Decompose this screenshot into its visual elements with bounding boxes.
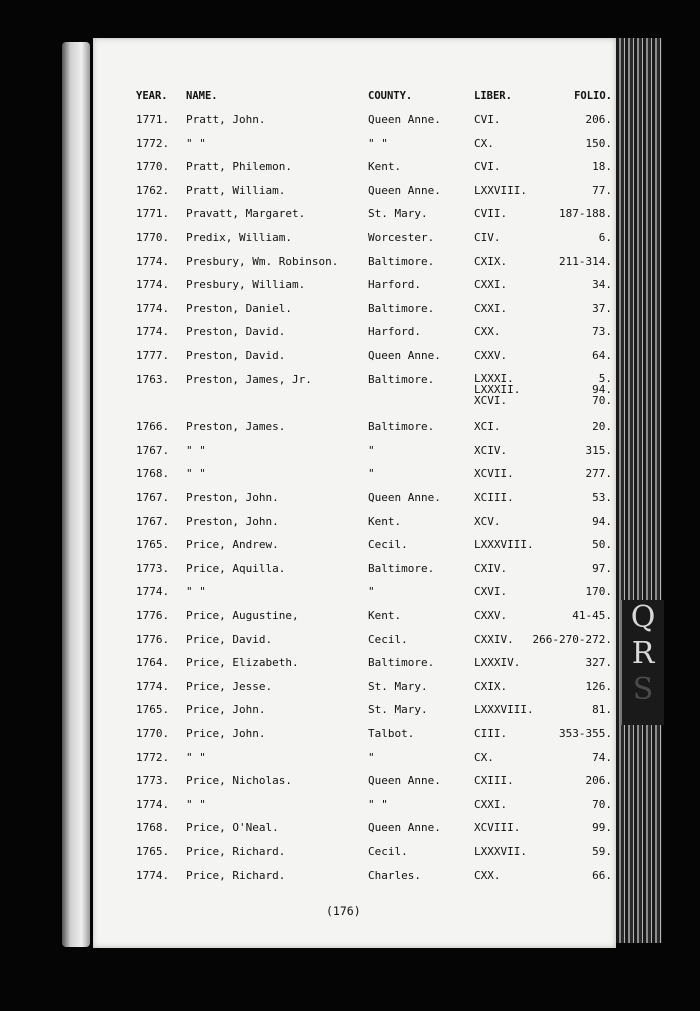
- header-liber: LIBER.: [474, 90, 512, 102]
- cell-liber: CXIX.: [474, 679, 508, 693]
- cell-liber: LXXXVIII.: [474, 538, 534, 552]
- cell-name: Price, John.: [186, 726, 266, 740]
- table-row: [136, 821, 612, 841]
- cell-year: 1774.: [136, 585, 170, 599]
- cell-name: Price, John.: [186, 703, 266, 717]
- table-row: [136, 609, 612, 629]
- cell-name: Price, Jesse.: [186, 679, 273, 693]
- cell-folio: 187-188.: [559, 207, 612, 221]
- cell-year: 1765.: [136, 538, 170, 552]
- cell-county: Queen Anne.: [368, 183, 441, 197]
- cell-folio: 170.: [585, 585, 612, 599]
- table-row: [136, 349, 612, 369]
- cell-name: Price, David.: [186, 632, 273, 646]
- cell-county: St. Mary.: [368, 703, 428, 717]
- table-row: [136, 727, 612, 747]
- cell-year: 1765.: [136, 703, 170, 717]
- table-row: [136, 371, 612, 407]
- cell-year: 1776.: [136, 608, 170, 622]
- cell-name: " ": [186, 750, 206, 764]
- cell-year: 1774.: [136, 679, 170, 693]
- table-row: [136, 562, 612, 582]
- cell-county: Baltimore.: [368, 372, 435, 386]
- cell-folio: 64.: [592, 349, 612, 362]
- table-row: [136, 703, 612, 723]
- cell-name: Price, Elizabeth.: [186, 656, 299, 670]
- cell-year: 1771.: [136, 113, 170, 126]
- cell-folio: 206.: [585, 774, 612, 788]
- book-binding: [616, 38, 662, 943]
- cell-year: 1771.: [136, 207, 170, 221]
- table-row: [136, 231, 612, 251]
- cell-county: Baltimore.: [368, 561, 435, 575]
- cell-county: St. Mary.: [368, 679, 428, 693]
- cell-liber: XCIV.: [474, 443, 508, 457]
- cell-year: 1774.: [136, 254, 170, 268]
- cell-county: St. Mary.: [368, 207, 428, 221]
- cell-county: Queen Anne.: [368, 821, 441, 835]
- cell-year: 1774.: [136, 278, 170, 292]
- cell-name: Preston, David.: [186, 325, 286, 339]
- cell-folio: 18.: [592, 160, 612, 174]
- cell-county: Queen Anne.: [368, 113, 441, 126]
- cell-county: Baltimore.: [368, 254, 435, 268]
- cell-liber: CXIII.: [474, 774, 514, 788]
- cell-county: ": [368, 585, 375, 599]
- cell-liber: XCV.: [474, 514, 501, 528]
- header-county: COUNTY.: [368, 90, 413, 102]
- cell-folio: 73.: [592, 325, 612, 339]
- cell-folio: 206.: [585, 113, 612, 126]
- cell-liber: CXIV.: [474, 561, 508, 575]
- cell-liber: XCI.: [474, 420, 501, 434]
- cell-liber: CIV.: [474, 231, 501, 244]
- table-row: [136, 798, 612, 818]
- cell-liber: LXXXI. LXXXII. XCVI.: [474, 371, 521, 407]
- cell-folio: 97.: [592, 561, 612, 575]
- cell-county: Cecil.: [368, 538, 408, 552]
- cell-name: Preston, David.: [186, 349, 286, 362]
- cell-liber: XCVII.: [474, 467, 514, 481]
- cell-name: Pratt, William.: [186, 183, 286, 197]
- table-row: [136, 538, 612, 558]
- cell-name: Pravatt, Margaret.: [186, 207, 306, 221]
- cell-county: ": [368, 443, 375, 457]
- cell-folio: 353-355.: [559, 726, 612, 740]
- cell-folio: 315.: [585, 443, 612, 457]
- cell-county: Cecil.: [368, 844, 408, 858]
- cell-folio: 70.: [592, 797, 612, 811]
- index-tab: [620, 600, 664, 725]
- tab-letter-s: S: [632, 672, 654, 707]
- table-row: [136, 869, 612, 889]
- cell-folio: 81.: [592, 703, 612, 717]
- cell-name: " ": [186, 797, 206, 811]
- cell-name: Predix, William.: [186, 231, 292, 244]
- cell-year: 1772.: [136, 136, 170, 150]
- cell-year: 1767.: [136, 443, 170, 457]
- cell-year: 1772.: [136, 750, 170, 764]
- cell-name: Pratt, John.: [186, 113, 266, 126]
- table-row: [136, 325, 612, 345]
- table-row: [136, 680, 612, 700]
- cell-folio: 50.: [592, 538, 612, 552]
- cell-folio: 266-270-272.: [532, 632, 612, 646]
- table-row: [136, 774, 612, 794]
- cell-liber: CXVI.: [474, 585, 508, 599]
- table-row: [136, 113, 612, 133]
- cell-liber: CX.: [474, 750, 494, 764]
- cell-name: Price, Nicholas.: [186, 774, 292, 788]
- cell-folio: 5. 94. 70.: [592, 371, 612, 407]
- table-row: [136, 278, 612, 298]
- header-name: NAME.: [186, 90, 218, 102]
- cell-liber: CXX.: [474, 325, 501, 339]
- cell-liber: CXXI.: [474, 797, 508, 811]
- cell-county: ": [368, 467, 375, 481]
- cell-year: 1773.: [136, 774, 170, 788]
- header-year: YEAR.: [136, 90, 168, 102]
- cell-year: 1770.: [136, 160, 170, 174]
- page-number: (176): [326, 904, 361, 918]
- cell-county: Worcester.: [368, 231, 435, 244]
- cell-folio: 99.: [592, 821, 612, 835]
- cell-folio: 277.: [585, 467, 612, 481]
- cell-name: Preston, James.: [186, 420, 286, 434]
- cell-liber: LXXXIV.: [474, 656, 521, 670]
- cell-county: Cecil.: [368, 632, 408, 646]
- cell-year: 1767.: [136, 490, 170, 504]
- cell-year: 1777.: [136, 349, 170, 362]
- cell-year: 1763.: [136, 372, 170, 386]
- cell-folio: 41-45.: [572, 608, 612, 622]
- table-row: [136, 207, 612, 227]
- cell-folio: 211-314.: [559, 254, 612, 268]
- cell-folio: 150.: [585, 136, 612, 150]
- cell-county: ": [368, 750, 375, 764]
- cell-liber: CXXV.: [474, 608, 508, 622]
- table-row: [136, 656, 612, 676]
- cell-year: 1762.: [136, 183, 170, 197]
- table-row: [136, 302, 612, 322]
- cell-folio: 66.: [592, 868, 612, 882]
- cell-folio: 53.: [592, 490, 612, 504]
- cell-county: Queen Anne.: [368, 490, 441, 504]
- table-row: [136, 585, 612, 605]
- table-row: [136, 467, 612, 487]
- cell-liber: CXXIV.: [474, 632, 514, 646]
- cell-name: Price, Richard.: [186, 868, 286, 882]
- cell-name: Price, Richard.: [186, 844, 286, 858]
- cell-liber: CXXI.: [474, 278, 508, 292]
- cell-county: Baltimore.: [368, 656, 435, 670]
- tab-letter-q: Q: [630, 600, 656, 635]
- cell-name: " ": [186, 136, 206, 150]
- cell-county: Talbot.: [368, 726, 415, 740]
- adjacent-page-edge: [62, 42, 90, 947]
- cell-year: 1766.: [136, 420, 170, 434]
- cell-name: Preston, Daniel.: [186, 301, 292, 315]
- cell-county: Queen Anne.: [368, 774, 441, 788]
- cell-liber: LXXVIII.: [474, 183, 527, 197]
- cell-county: Kent.: [368, 160, 402, 174]
- cell-liber: CVI.: [474, 160, 501, 174]
- table-header: [136, 90, 612, 110]
- cell-folio: 6.: [598, 231, 612, 244]
- cell-county: " ": [368, 797, 388, 811]
- table-row: [136, 845, 612, 865]
- cell-folio: 94.: [592, 514, 612, 528]
- cell-year: 1774.: [136, 325, 170, 339]
- cell-liber: CVI.: [474, 113, 501, 126]
- cell-year: 1774.: [136, 797, 170, 811]
- cell-year: 1768.: [136, 821, 170, 835]
- cell-year: 1774.: [136, 301, 170, 315]
- cell-liber: XCIII.: [474, 490, 514, 504]
- cell-liber: LXXXVIII.: [474, 703, 534, 717]
- cell-folio: 77.: [592, 183, 612, 197]
- cell-county: Harford.: [368, 325, 421, 339]
- cell-folio: 74.: [592, 750, 612, 764]
- cell-name: Presbury, William.: [186, 278, 306, 292]
- cell-name: Pratt, Philemon.: [186, 160, 292, 174]
- cell-folio: 20.: [592, 420, 612, 434]
- cell-county: Harford.: [368, 278, 421, 292]
- cell-year: 1770.: [136, 231, 170, 244]
- cell-name: " ": [186, 467, 206, 481]
- cell-liber: CXX.: [474, 868, 501, 882]
- table-row: [136, 137, 612, 157]
- cell-year: 1765.: [136, 844, 170, 858]
- cell-name: Presbury, Wm. Robinson.: [186, 254, 339, 268]
- table-row: [136, 444, 612, 464]
- cell-liber: CIII.: [474, 726, 508, 740]
- cell-year: 1768.: [136, 467, 170, 481]
- cell-liber: CXXV.: [474, 349, 508, 362]
- cell-county: Charles.: [368, 868, 421, 882]
- cell-county: Queen Anne.: [368, 349, 441, 362]
- cell-name: Price, Aquilla.: [186, 561, 286, 575]
- table-row: [136, 633, 612, 653]
- cell-year: 1774.: [136, 868, 170, 882]
- tab-letter-r: R: [631, 636, 655, 671]
- cell-liber: CX.: [474, 136, 494, 150]
- cell-liber: XCVIII.: [474, 821, 521, 835]
- table-row: [136, 491, 612, 511]
- cell-year: 1764.: [136, 656, 170, 670]
- cell-name: Preston, John.: [186, 490, 279, 504]
- cell-folio: 59.: [592, 844, 612, 858]
- cell-name: Price, O'Neal.: [186, 821, 279, 835]
- cell-liber: CXIX.: [474, 254, 508, 268]
- header-folio: FOLIO.: [574, 90, 612, 102]
- cell-folio: 327.: [585, 656, 612, 670]
- cell-name: " ": [186, 443, 206, 457]
- cell-folio: 37.: [592, 301, 612, 315]
- cell-liber: CXXI.: [474, 301, 508, 315]
- cell-folio: 34.: [592, 278, 612, 292]
- cell-name: Preston, James, Jr.: [186, 372, 312, 386]
- cell-liber: CVII.: [474, 207, 508, 221]
- cell-name: Price, Andrew.: [186, 538, 279, 552]
- cell-county: Baltimore.: [368, 420, 435, 434]
- table-row: [136, 515, 612, 535]
- cell-year: 1770.: [136, 726, 170, 740]
- table-row: [136, 255, 612, 275]
- cell-name: " ": [186, 585, 206, 599]
- cell-county: Kent.: [368, 608, 402, 622]
- table-row: [136, 420, 612, 440]
- cell-name: Preston, John.: [186, 514, 279, 528]
- cell-county: Kent.: [368, 514, 402, 528]
- table-row: [136, 751, 612, 771]
- cell-county: " ": [368, 136, 388, 150]
- cell-folio: 126.: [585, 679, 612, 693]
- cell-year: 1773.: [136, 561, 170, 575]
- table-row: [136, 184, 612, 204]
- cell-name: Price, Augustine,: [186, 608, 299, 622]
- cell-county: Baltimore.: [368, 301, 435, 315]
- cell-liber: LXXXVII.: [474, 844, 527, 858]
- cell-year: 1776.: [136, 632, 170, 646]
- cell-year: 1767.: [136, 514, 170, 528]
- table-row: [136, 160, 612, 180]
